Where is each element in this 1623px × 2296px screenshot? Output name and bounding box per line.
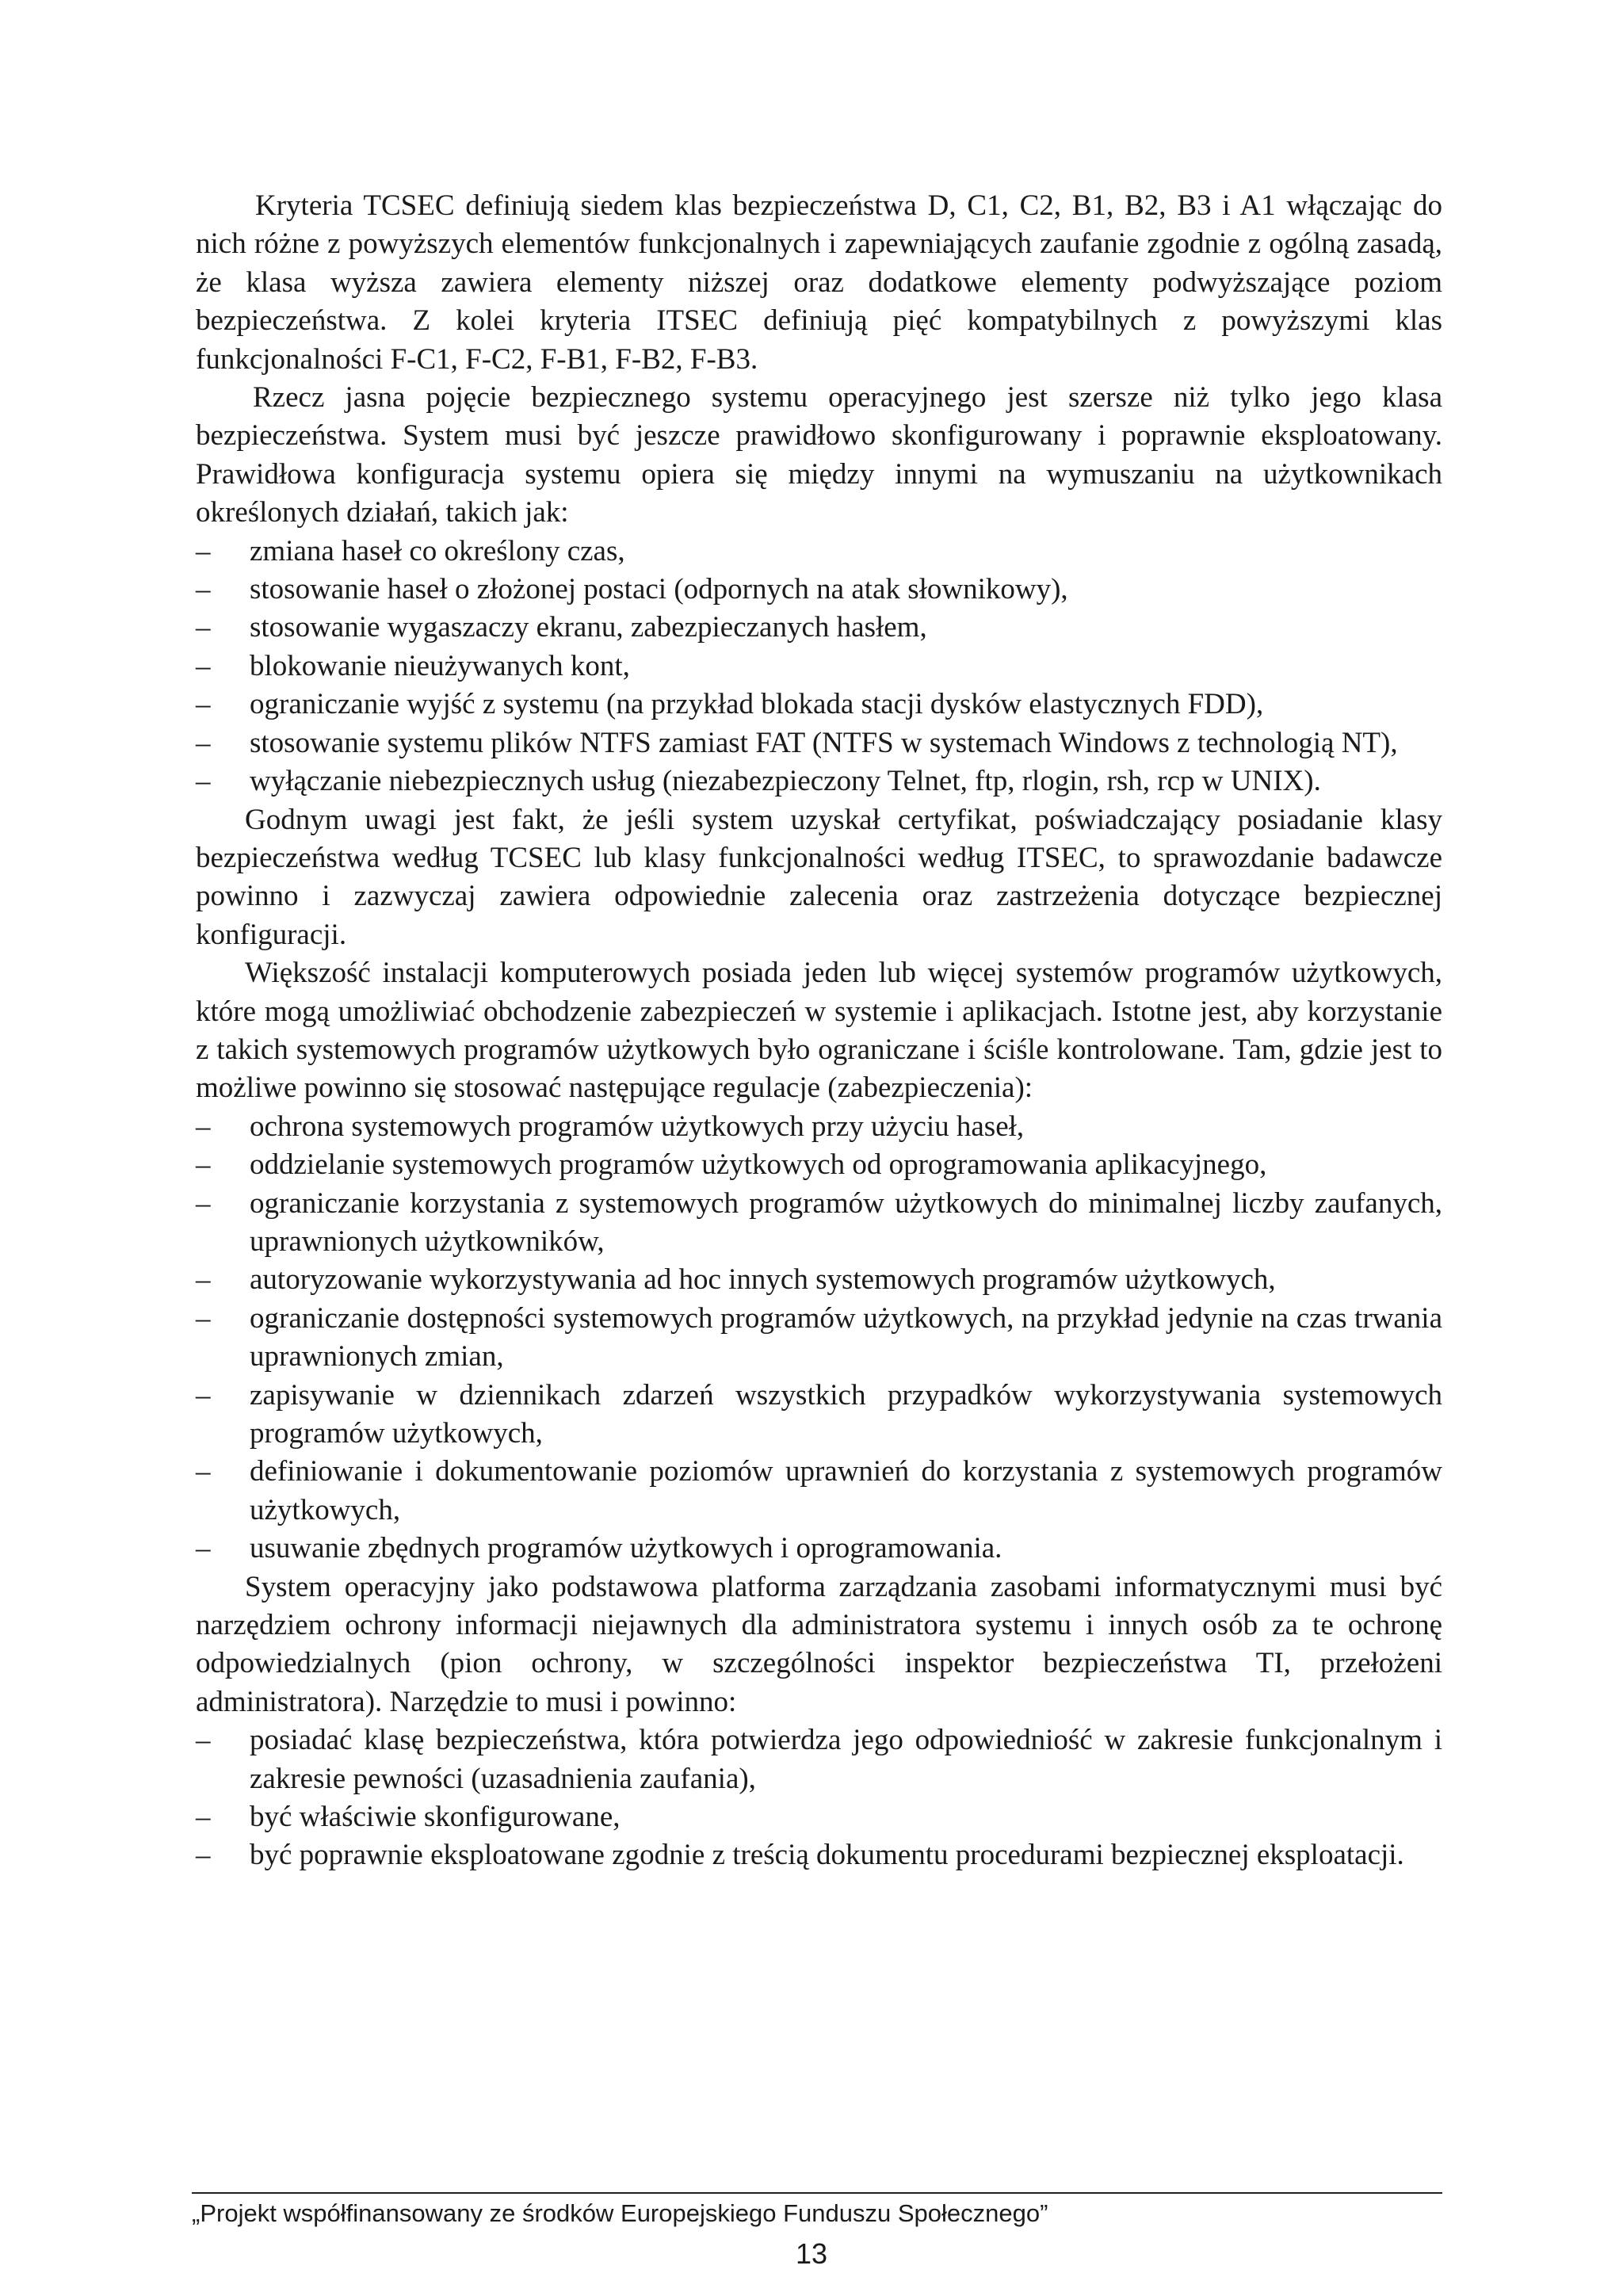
dash-marker: –: [196, 1801, 211, 1834]
dash-marker: –: [196, 1110, 211, 1143]
paragraph-secure-os: Rzecz jasna pojęcie bezpiecznego systemu operacyjnego jest szersze niż tylko jego klasa bezpieczeństwa. System musi być jeszcze prawidłowo skonfigurowany i poprawnie eksploatowany. Prawidłowa konfiguracja systemu opiera się między innymi na wymuszaniu na użytkownikach określonych działań, takich jak:: [196, 381, 1442, 529]
list-regulations: [196, 1108, 1442, 1568]
list-item: – definiowanie i dokumentowanie poziomów uprawnień do korzystania z systemowych programów użytkowych,: [196, 1453, 1442, 1530]
list-requirements: [196, 1721, 1442, 1875]
list-item: – posiadać klasę bezpieczeństwa, która potwierdza jego odpowiedniość w zakresie funkcjonalnym i zakresie pewności (uzasadnienia zaufania),: [196, 1721, 1442, 1798]
list-item: – zmiana haseł co określony czas,: [196, 533, 1442, 571]
body-text: [196, 187, 1442, 1875]
paragraph-certificate: Godnym uwagi jest fakt, że jeśli system uzyskał certyfikat, poświadczający posiadanie klasy bezpieczeństwa według TCSEC lub klasy funkcjonalności według ITSEC, to sprawozdanie badawcze powinno i zazwyczaj zawiera odpowiednie zalecenia oraz zastrzeżenia dotyczące bezpiecznej konfiguracji.: [196, 803, 1442, 951]
page-number: 13: [795, 2237, 828, 2270]
dash-marker: –: [196, 1148, 211, 1182]
list-item: – ochrona systemowych programów użytkowych przy użyciu haseł,: [196, 1108, 1442, 1146]
dash-marker: –: [196, 1301, 211, 1335]
list-item: – stosowanie systemu plików NTFS zamiast FAT (NTFS w systemach Windows z technologią NT),: [196, 724, 1442, 762]
list-item: – autoryzowanie wykorzystywania ad hoc innych systemowych programów użytkowych,: [196, 1261, 1442, 1299]
footer-funding-note: „Projekt współfinansowany ze środków Europejskiego Funduszu Społecznego”: [192, 2199, 1048, 2227]
dash-marker: –: [196, 1724, 211, 1757]
dash-marker: –: [196, 534, 211, 567]
footer-divider: [192, 2192, 1442, 2194]
dash-marker: –: [196, 726, 211, 759]
list-user-actions: [196, 533, 1442, 801]
list-item: – ograniczanie dostępności systemowych programów użytkowych, na przykład jedynie na czas trwania uprawnionych zmian,: [196, 1300, 1442, 1377]
list-item: – stosowanie wygaszaczy ekranu, zabezpieczanych hasłem,: [196, 609, 1442, 647]
dash-marker: –: [196, 1532, 211, 1565]
dash-marker: –: [196, 573, 211, 606]
list-item: – wyłączanie niebezpiecznych usług (niezabezpieczony Telnet, ftp, rlogin, rsh, rcp w UNIX).: [196, 762, 1442, 800]
list-item: – stosowanie haseł o złożonej postaci (odpornych na atak słownikowy),: [196, 571, 1442, 609]
dash-marker: –: [196, 765, 211, 798]
list-item: – być właściwie skonfigurowane,: [196, 1798, 1442, 1836]
dash-marker: –: [196, 1839, 211, 1872]
paragraph-os-platform: System operacyjny jako podstawowa platforma zarządzania zasobami informatycznymi musi być narzędziem ochrony informacji niejawnych dla administratora systemu i innych osób za te ochronę odpowiedzialnych (pion ochrony, w szczególności inspektor bezpieczeństwa TI, przełożeni administratora). Narzędzie to musi i powinno:: [196, 1570, 1442, 1718]
list-item: – zapisywanie w dziennikach zdarzeń wszystkich przypadków wykorzystywania systemowych programów użytkowych,: [196, 1377, 1442, 1454]
dash-marker: –: [196, 611, 211, 644]
list-item: – oddzielanie systemowych programów użytkowych od oprogramowania aplikacyjnego,: [196, 1146, 1442, 1184]
list-item: – ograniczanie wyjść z systemu (na przykład blokada stacji dysków elastycznych FDD),: [196, 686, 1442, 724]
dash-marker: –: [196, 688, 211, 721]
list-item: – usuwanie zbędnych programów użytkowych i oprogramowania.: [196, 1530, 1442, 1568]
paragraph-utility-programs: Większość instalacji komputerowych posiada jeden lub więcej systemów programów użytkowych, które mogą umożliwiać obchodzenie zabezpieczeń w systemie i aplikacjach. Istotne jest, aby korzystanie z takich systemowych programów użytkowych było ograniczane i ściśle kontrolowane. Tam, gdzie jest to możliwe powinno się stosować następujące regulacje (zabezpieczenia):: [196, 957, 1442, 1105]
paragraph-tcsec: Kryteria TCSEC definiują siedem klas bezpieczeństwa D, C1, C2, B1, B2, B3 i A1 włączając do nich różne z powyższych elementów funkcjonalnych i zapewniających zaufanie zgodnie z ogólną zasadą, że klasa wyższa zawiera elementy niższej oraz dodatkowe elementy podwyższające poziom bezpieczeństwa. Z kolei kryteria ITSEC definiują pięć kompatybilnych z powyższymi klas funkcjonalności F-C1, F-C2, F-B1, F-B2, F-B3.: [196, 189, 1442, 376]
list-item: – być poprawnie eksploatowane zgodnie z treścią dokumentu procedurami bezpiecznej eksploatacji.: [196, 1836, 1442, 1874]
dash-marker: –: [196, 1263, 211, 1297]
dash-marker: –: [196, 1186, 211, 1220]
list-item: – blokowanie nieużywanych kont,: [196, 648, 1442, 686]
dash-marker: –: [196, 649, 211, 682]
dash-marker: –: [196, 1378, 211, 1412]
list-item: – ograniczanie korzystania z systemowych programów użytkowych do minimalnej liczby zaufanych, uprawnionych użytkowników,: [196, 1185, 1442, 1262]
dash-marker: –: [196, 1455, 211, 1488]
